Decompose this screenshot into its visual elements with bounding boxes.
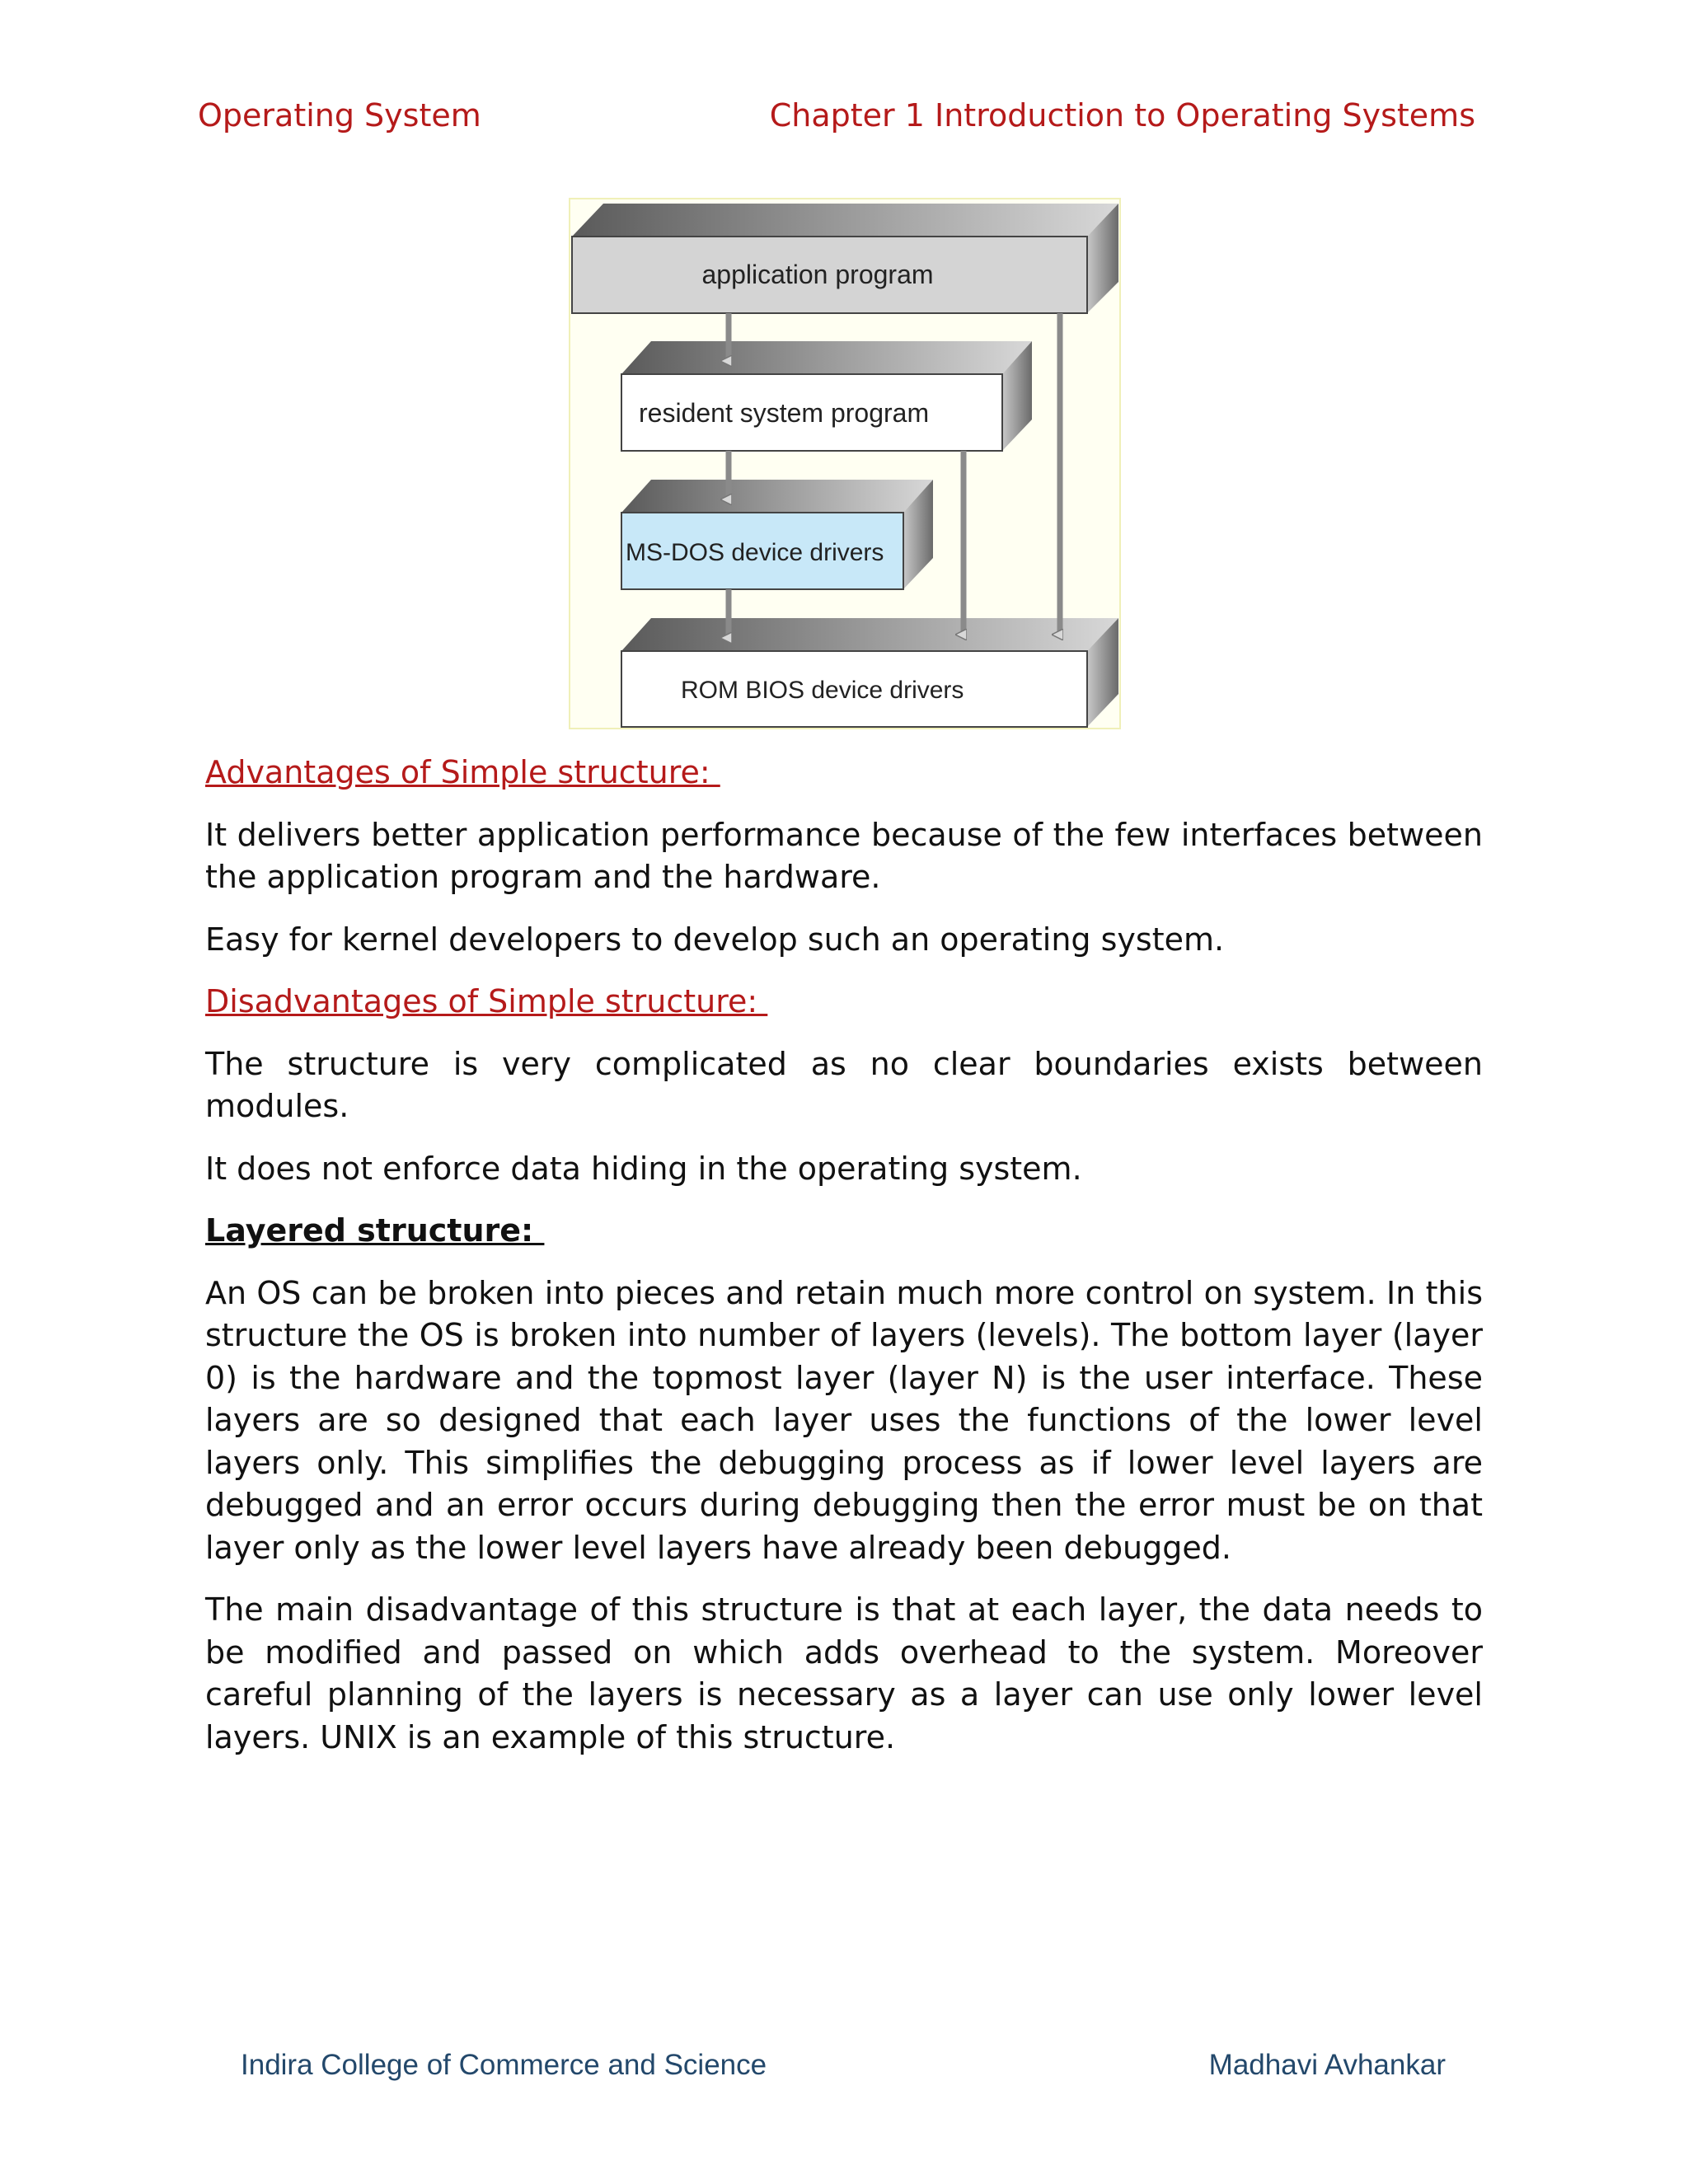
document-body [205,752,1483,1779]
layer-ms-dos-device-drivers [621,480,933,589]
label-ms-dos-device-drivers: MS-DOS device drivers [626,539,884,566]
advantages-paragraph-1: It delivers better application performance because of the few interfaces between the application program and the hardware. [205,816,1483,895]
layer-application-program [572,204,1118,313]
page-footer [241,2049,1446,2090]
header-subject: Operating System [198,97,481,134]
label-resident-system-program: resident system program [639,398,930,428]
layered-paragraph-1: An OS can be broken into pieces and retain much more control on system. In this structure the OS is broken into number of layers (levels). The bottom layer (layer 0) is the hardware and the topmost layer (layer N) is the user interface. These layers are so designed that each layer uses the functions of the lower level layers only. This simplifies the debugging process as if lower level layers are debugged and an error occurs during debugging then the error must be on that layer only as the lower level layers have already been debugged. [205,1274,1483,1566]
label-rom-bios-device-drivers: ROM BIOS device drivers [681,677,964,704]
layer-rom-bios-device-drivers [621,618,1118,727]
advantages-heading: Advantages of Simple structure: [205,754,720,790]
layered-structure-heading: Layered structure: [205,1212,545,1249]
disadvantages-paragraph-1: The structure is very complicated as no clear boundaries exists between modules. [205,1045,1483,1124]
label-application-program: application program [701,260,934,289]
box-top [621,341,1032,374]
footer-college: Indira College of Commerce and Science [241,2049,767,2081]
header-chapter: Chapter 1 Introduction to Operating Systems [769,97,1475,134]
disadvantages-paragraph-2: It does not enforce data hiding in the operating system. [205,1150,1082,1187]
layer-resident-system-program [621,341,1032,451]
box-top [572,204,1118,237]
box-top [621,480,933,513]
footer-author: Madhavi Avhankar [1208,2049,1446,2081]
box-top [621,618,1118,651]
advantages-paragraph-2: Easy for kernel developers to develop such an operating system. [205,921,1225,958]
diagram-svg [570,199,1123,731]
ms-dos-layer-diagram [569,198,1121,729]
page-header [198,97,1475,143]
layered-paragraph-2: The main disadvantage of this structure is that at each layer, the data needs to be modified and passed on which adds overhead to the system. Moreover careful planning of the layers is necessary as a layer can use only lower level layers. UNIX is an example of this structure. [205,1591,1483,1755]
disadvantages-heading: Disadvantages of Simple structure: [205,983,768,1019]
